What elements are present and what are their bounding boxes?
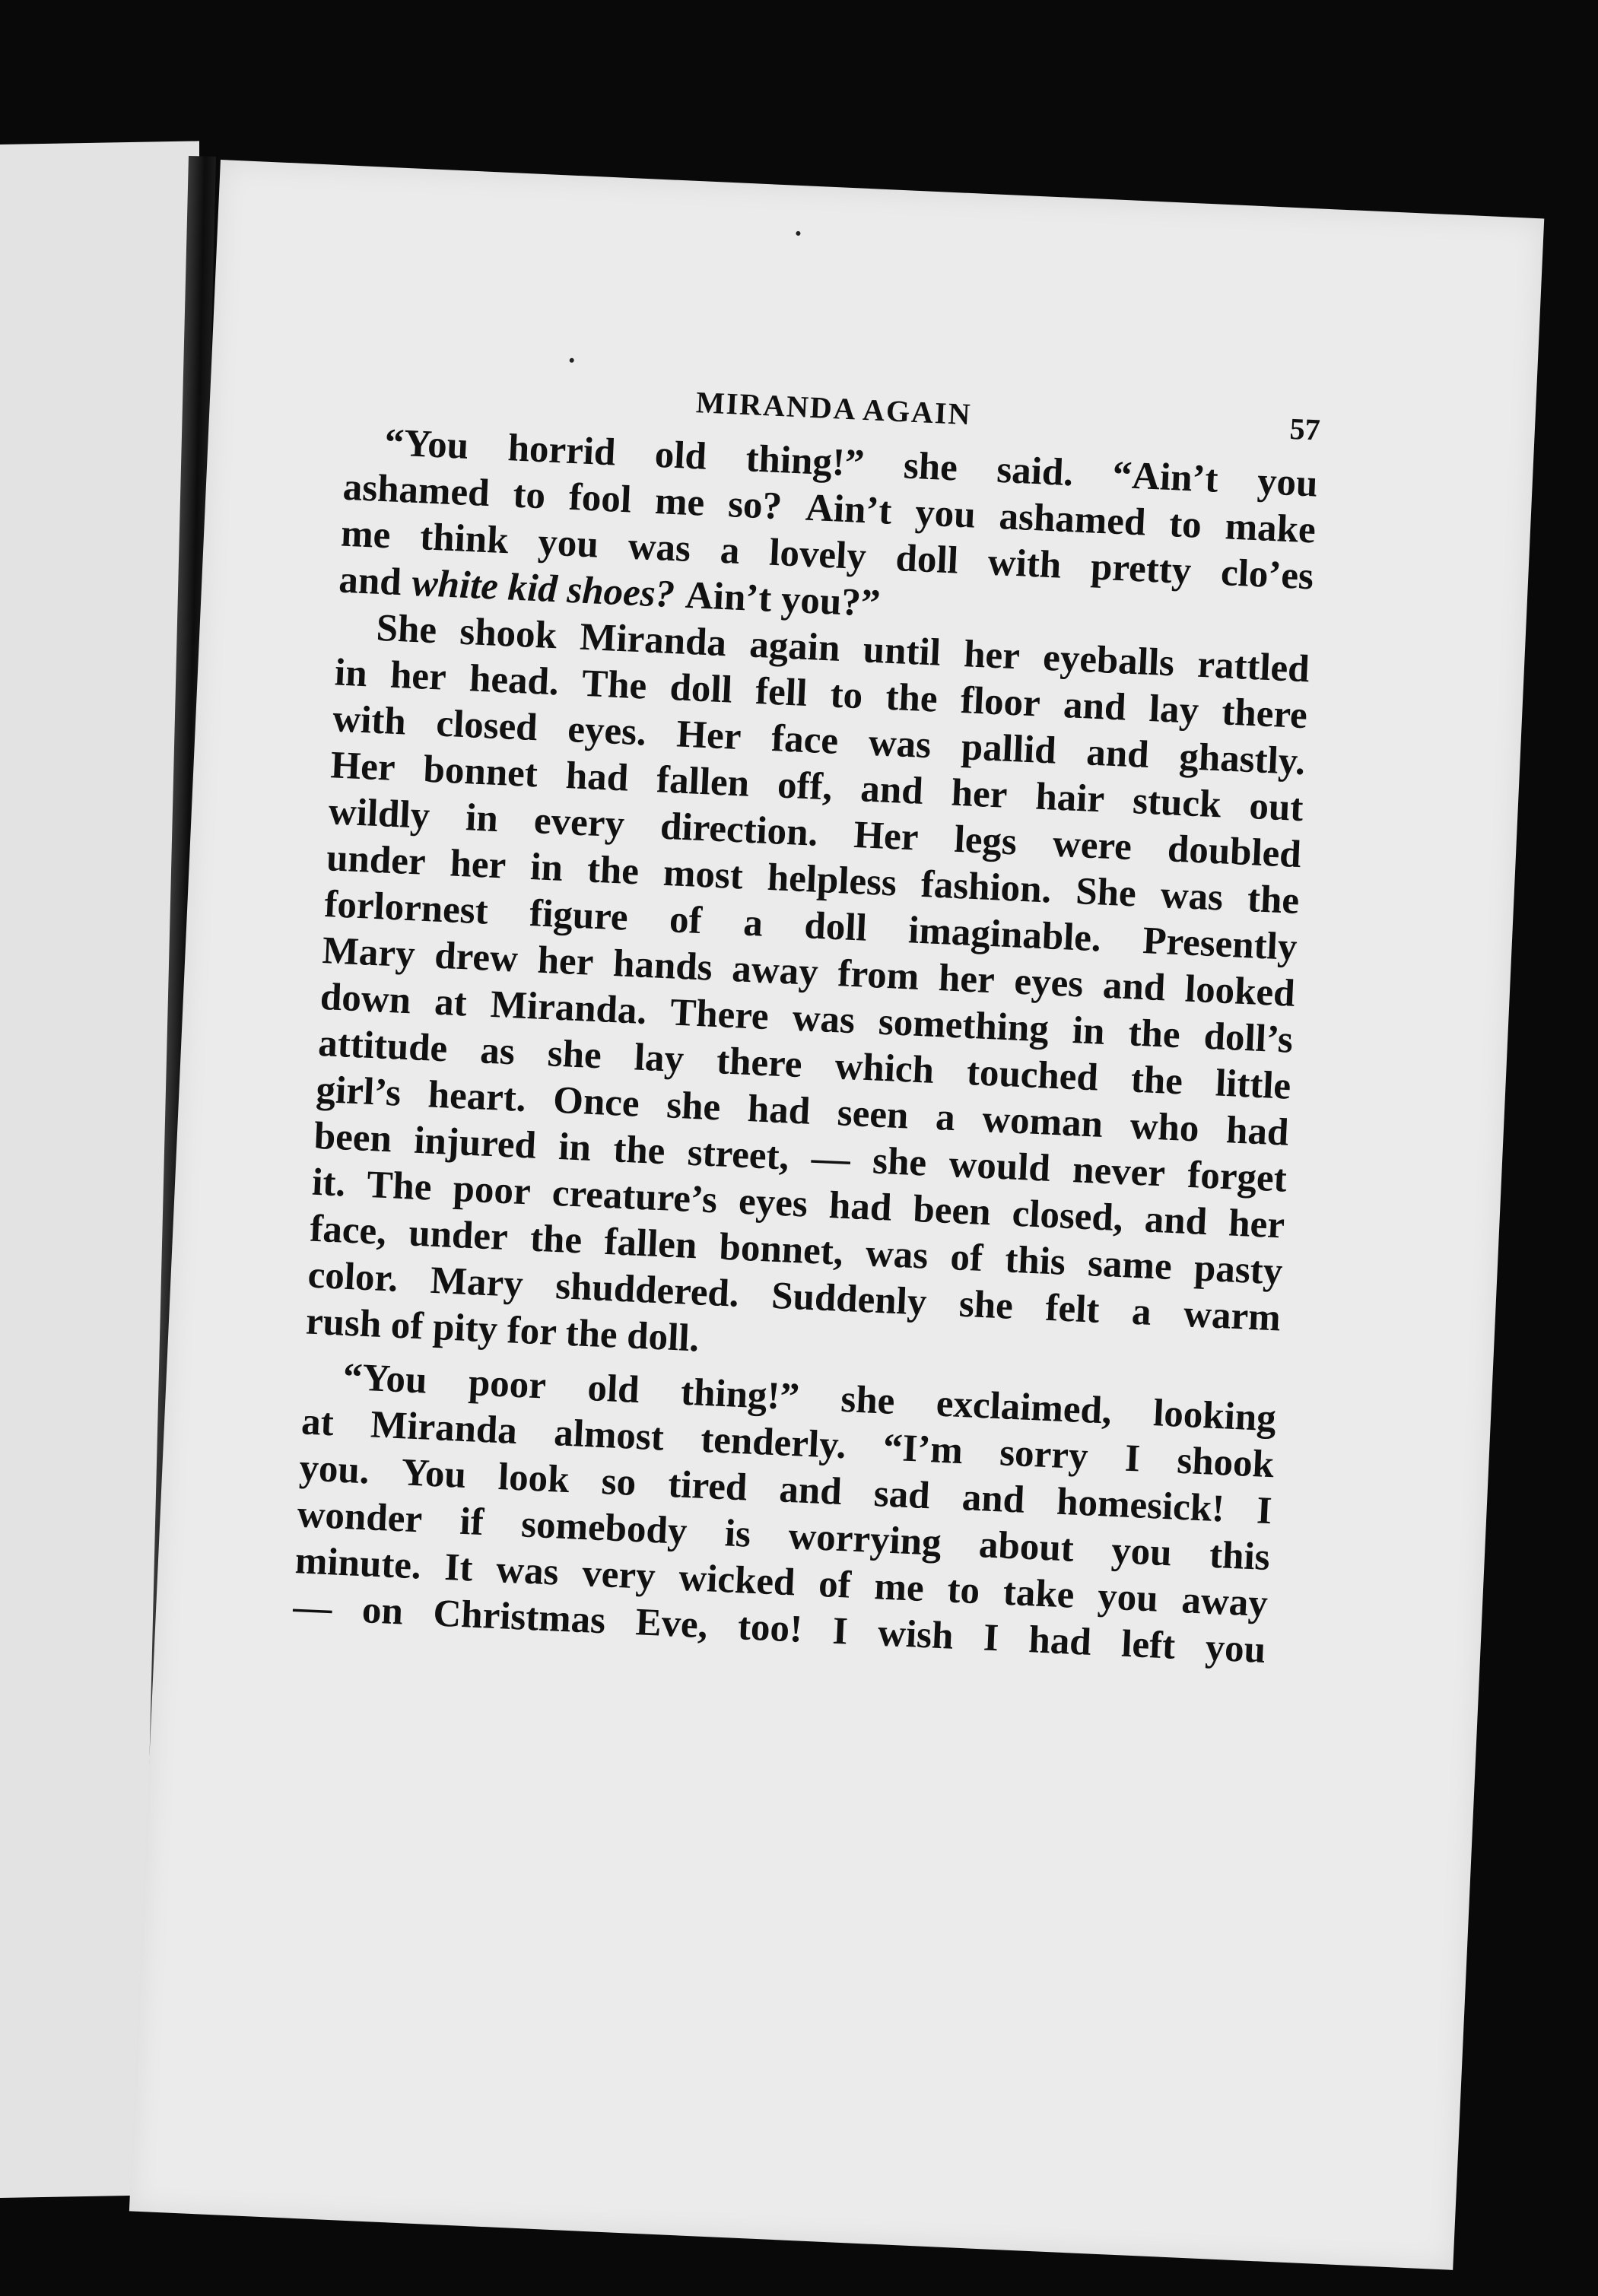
word: Eve, bbox=[634, 1601, 709, 1647]
word: Mary bbox=[321, 929, 416, 977]
word: had bbox=[1028, 1618, 1092, 1664]
word: and bbox=[1101, 964, 1167, 1010]
word: — bbox=[292, 1586, 333, 1631]
word: to bbox=[829, 673, 864, 718]
word: injured bbox=[413, 1119, 538, 1167]
word: Once bbox=[552, 1078, 640, 1126]
word: left bbox=[1120, 1622, 1177, 1668]
word: bonnet bbox=[422, 748, 539, 796]
word: every bbox=[532, 799, 626, 846]
word: at bbox=[434, 980, 468, 1025]
word: The bbox=[580, 662, 648, 708]
page-speck bbox=[570, 358, 574, 363]
word: was bbox=[791, 996, 856, 1043]
word: “I’m bbox=[882, 1426, 964, 1473]
word: the bbox=[1246, 878, 1301, 923]
word: thing!” bbox=[745, 437, 866, 486]
word: color. bbox=[307, 1253, 399, 1300]
word: look bbox=[497, 1455, 570, 1502]
word: helpless bbox=[766, 856, 898, 905]
word: rattled bbox=[1196, 643, 1310, 691]
text-segment: Ain’t you?” bbox=[684, 573, 882, 626]
word: was bbox=[627, 525, 692, 570]
word: had bbox=[1225, 1109, 1290, 1154]
word: and bbox=[1063, 684, 1127, 729]
word: almost bbox=[553, 1412, 666, 1459]
word: was bbox=[495, 1548, 560, 1594]
word: touched bbox=[965, 1050, 1100, 1100]
word: the bbox=[612, 1128, 666, 1173]
word: wish bbox=[877, 1612, 955, 1658]
word: fell bbox=[755, 670, 809, 715]
word: she bbox=[546, 1032, 602, 1078]
word: lay bbox=[633, 1036, 685, 1081]
word: pasty bbox=[1193, 1246, 1284, 1294]
word: and bbox=[859, 767, 924, 813]
word: the bbox=[529, 1217, 583, 1262]
word: tired bbox=[667, 1462, 748, 1510]
word: been bbox=[313, 1114, 393, 1161]
word: the bbox=[1129, 1058, 1184, 1104]
word: felt bbox=[1044, 1286, 1101, 1332]
word: fool bbox=[567, 475, 633, 522]
word: eyes. bbox=[567, 708, 648, 754]
word: direction. bbox=[659, 805, 819, 855]
word: down bbox=[319, 975, 412, 1023]
word: she bbox=[958, 1282, 1015, 1328]
word: on bbox=[361, 1589, 405, 1634]
word: in bbox=[529, 846, 564, 890]
word: pretty bbox=[1089, 545, 1193, 593]
word: so? bbox=[727, 483, 783, 529]
word: eyes bbox=[737, 1180, 809, 1226]
word: poor bbox=[467, 1361, 548, 1408]
word: in bbox=[558, 1126, 592, 1170]
page-number: 57 bbox=[1288, 411, 1321, 447]
word: I bbox=[982, 1616, 1000, 1660]
word: hair bbox=[1034, 775, 1106, 821]
paragraph-2 bbox=[305, 603, 1310, 1388]
word: face bbox=[770, 717, 840, 763]
word: it. bbox=[311, 1161, 347, 1205]
word: She bbox=[375, 606, 438, 653]
word: you bbox=[1097, 1575, 1159, 1621]
word: at bbox=[300, 1400, 335, 1445]
word: Miranda bbox=[579, 615, 728, 665]
word: pallid bbox=[960, 726, 1057, 773]
word: street, bbox=[686, 1131, 790, 1179]
word: looked bbox=[1183, 967, 1296, 1015]
word: she bbox=[902, 444, 959, 490]
word: who bbox=[1129, 1104, 1200, 1151]
text-line: rush of pity for the doll. bbox=[304, 1300, 701, 1361]
word: figure bbox=[529, 892, 629, 939]
word: woman bbox=[981, 1097, 1104, 1146]
word: sad bbox=[872, 1472, 931, 1518]
word: thing!” bbox=[679, 1370, 801, 1419]
word: little bbox=[1214, 1062, 1292, 1108]
word: this bbox=[1004, 1238, 1067, 1284]
word: to bbox=[512, 473, 547, 518]
word: in bbox=[465, 796, 500, 841]
word: from bbox=[837, 952, 920, 999]
word: out bbox=[1248, 785, 1304, 830]
word: something bbox=[877, 1000, 1050, 1051]
word: bonnet, bbox=[718, 1225, 844, 1274]
word: doll’s bbox=[1202, 1015, 1295, 1062]
word: in bbox=[333, 651, 368, 696]
word: drew bbox=[434, 934, 519, 981]
word: too! bbox=[736, 1605, 804, 1651]
word: Christmas bbox=[432, 1592, 607, 1643]
word: Her bbox=[329, 744, 396, 789]
word: her bbox=[449, 842, 507, 888]
word: heart. bbox=[427, 1073, 527, 1121]
word: her bbox=[937, 957, 996, 1002]
word: Suddenly bbox=[770, 1274, 928, 1324]
word: clo’es bbox=[1219, 551, 1315, 599]
word: as bbox=[479, 1029, 516, 1074]
word: a bbox=[719, 529, 741, 573]
word: had bbox=[746, 1088, 812, 1133]
word: and bbox=[778, 1468, 843, 1514]
word: with bbox=[986, 541, 1063, 587]
word: I bbox=[1256, 1489, 1273, 1533]
word: take bbox=[1002, 1570, 1075, 1617]
page-speck bbox=[796, 231, 800, 236]
word: to bbox=[1168, 502, 1202, 547]
word: you. bbox=[298, 1447, 370, 1493]
word: It bbox=[443, 1545, 474, 1590]
word: fashion. bbox=[920, 862, 1053, 912]
word: doll bbox=[894, 537, 960, 583]
word: her bbox=[963, 633, 1021, 678]
word: wonder bbox=[296, 1493, 424, 1542]
word: under bbox=[408, 1212, 509, 1259]
word: Mary bbox=[429, 1259, 524, 1307]
word: ashamed bbox=[998, 495, 1147, 545]
word: of bbox=[949, 1236, 984, 1280]
word: creature’s bbox=[551, 1171, 719, 1222]
running-head: MIRANDA AGAIN bbox=[695, 385, 973, 432]
word: poor bbox=[452, 1167, 532, 1214]
word: a bbox=[742, 901, 764, 945]
word: her bbox=[1228, 1202, 1286, 1247]
word: me bbox=[340, 512, 392, 557]
word: stuck bbox=[1132, 780, 1222, 827]
word: eyes bbox=[1013, 960, 1085, 1006]
word: minute. bbox=[294, 1539, 422, 1588]
word: and bbox=[1143, 1198, 1209, 1244]
word: there bbox=[715, 1040, 803, 1087]
word: away bbox=[731, 948, 819, 994]
word: warm bbox=[1183, 1292, 1282, 1340]
word: ghastly. bbox=[1178, 735, 1307, 784]
word: her bbox=[389, 653, 447, 699]
word: lay bbox=[1148, 688, 1200, 732]
word: was bbox=[867, 721, 932, 767]
word: again bbox=[748, 623, 841, 670]
word: to bbox=[946, 1568, 981, 1613]
word: you bbox=[1256, 460, 1319, 506]
word: face, bbox=[309, 1207, 388, 1254]
word: floor bbox=[959, 679, 1042, 726]
word: Ain’t bbox=[804, 486, 893, 533]
word: me bbox=[653, 479, 706, 525]
word: Miranda bbox=[370, 1403, 519, 1453]
word: girl’s bbox=[315, 1068, 402, 1115]
word: and bbox=[961, 1476, 1026, 1522]
word: forget bbox=[1187, 1153, 1288, 1201]
word: would bbox=[948, 1142, 1052, 1190]
book-page bbox=[129, 160, 1544, 2270]
word: said. bbox=[996, 448, 1075, 495]
word: she bbox=[872, 1139, 928, 1185]
word: she bbox=[666, 1084, 722, 1129]
italic-text: white kid shoes? bbox=[411, 561, 676, 617]
word: She bbox=[1075, 870, 1137, 916]
word: — bbox=[810, 1136, 852, 1182]
word: doubled bbox=[1166, 827, 1302, 877]
word: a bbox=[1130, 1290, 1152, 1334]
word: attitude bbox=[317, 1021, 449, 1071]
word: I bbox=[831, 1609, 849, 1653]
word: fallen bbox=[603, 1220, 698, 1268]
word: this bbox=[1208, 1533, 1271, 1580]
word: “Ain’t bbox=[1111, 453, 1219, 501]
word: was bbox=[1159, 873, 1225, 919]
word: lovely bbox=[768, 531, 868, 579]
word: her bbox=[536, 938, 595, 984]
word: Her bbox=[675, 713, 742, 759]
word: shuddered. bbox=[554, 1265, 740, 1316]
word: ashamed bbox=[342, 465, 491, 516]
word: You bbox=[400, 1451, 468, 1497]
word: the bbox=[885, 675, 939, 721]
word: There bbox=[669, 991, 770, 1039]
word: me bbox=[873, 1565, 925, 1610]
word: very bbox=[581, 1552, 656, 1599]
word: if bbox=[459, 1500, 485, 1545]
word: away bbox=[1180, 1579, 1269, 1626]
word: wildly bbox=[327, 790, 431, 838]
word: somebody bbox=[520, 1503, 688, 1554]
text-segment: and bbox=[338, 558, 402, 605]
word: is bbox=[723, 1512, 752, 1556]
word: homesick! bbox=[1056, 1480, 1226, 1531]
word: shook bbox=[1176, 1439, 1276, 1487]
word: Presently bbox=[1142, 919, 1298, 969]
word: with bbox=[332, 697, 407, 744]
word: wicked bbox=[678, 1556, 796, 1605]
word: tenderly. bbox=[700, 1418, 847, 1468]
word: she bbox=[840, 1377, 896, 1424]
word: was bbox=[864, 1232, 929, 1278]
word: legs bbox=[953, 818, 1018, 864]
word: closed, bbox=[1011, 1192, 1124, 1240]
word: had bbox=[828, 1183, 893, 1230]
word: so bbox=[600, 1460, 637, 1504]
page-content bbox=[292, 364, 1321, 1674]
word: make bbox=[1224, 505, 1317, 552]
word: you bbox=[537, 521, 600, 567]
word: old bbox=[586, 1367, 640, 1412]
word: had bbox=[564, 754, 630, 800]
word: “You bbox=[342, 1355, 428, 1402]
word: you bbox=[1204, 1626, 1267, 1672]
word: head. bbox=[468, 657, 560, 704]
word: The bbox=[366, 1163, 433, 1209]
word: fallen bbox=[656, 758, 751, 805]
word: the bbox=[1127, 1011, 1181, 1057]
word: Her bbox=[853, 813, 920, 859]
word: doll bbox=[669, 665, 734, 712]
word: most bbox=[662, 851, 745, 898]
word: a bbox=[934, 1096, 956, 1140]
word: hands bbox=[612, 942, 713, 989]
word: “You bbox=[383, 421, 470, 468]
word: and bbox=[1085, 731, 1150, 777]
word: the bbox=[586, 848, 640, 894]
word: until bbox=[862, 628, 942, 675]
word: doll bbox=[803, 904, 868, 950]
word: worrying bbox=[787, 1515, 942, 1564]
word: you bbox=[1110, 1529, 1173, 1575]
word: I bbox=[1123, 1437, 1142, 1481]
word: seen bbox=[836, 1091, 910, 1138]
word: old bbox=[653, 433, 708, 478]
word: her bbox=[950, 771, 1009, 817]
word: which bbox=[834, 1045, 936, 1092]
word: horrid bbox=[507, 427, 617, 475]
word: looking bbox=[1152, 1392, 1277, 1440]
word: been bbox=[912, 1187, 992, 1234]
word: never bbox=[1072, 1148, 1167, 1196]
word: off, bbox=[776, 764, 834, 809]
word: think bbox=[419, 516, 510, 563]
word: under bbox=[326, 837, 427, 884]
word: exclaimed, bbox=[935, 1382, 1113, 1433]
word: imaginable. bbox=[907, 909, 1102, 961]
paragraph-3 bbox=[292, 1352, 1277, 1674]
word: of bbox=[818, 1562, 852, 1607]
word: Miranda. bbox=[489, 983, 648, 1034]
word: same bbox=[1087, 1242, 1173, 1289]
word: there bbox=[1221, 691, 1308, 738]
word: in bbox=[1071, 1008, 1106, 1053]
word: sorry bbox=[999, 1431, 1089, 1478]
word: about bbox=[977, 1523, 1075, 1570]
word: closed bbox=[435, 702, 538, 750]
word: you bbox=[914, 491, 977, 537]
word: shook bbox=[459, 610, 558, 658]
word: eyeballs bbox=[1042, 636, 1176, 685]
word: forlornest bbox=[323, 883, 489, 933]
word: of bbox=[669, 898, 703, 943]
word: were bbox=[1051, 822, 1133, 869]
